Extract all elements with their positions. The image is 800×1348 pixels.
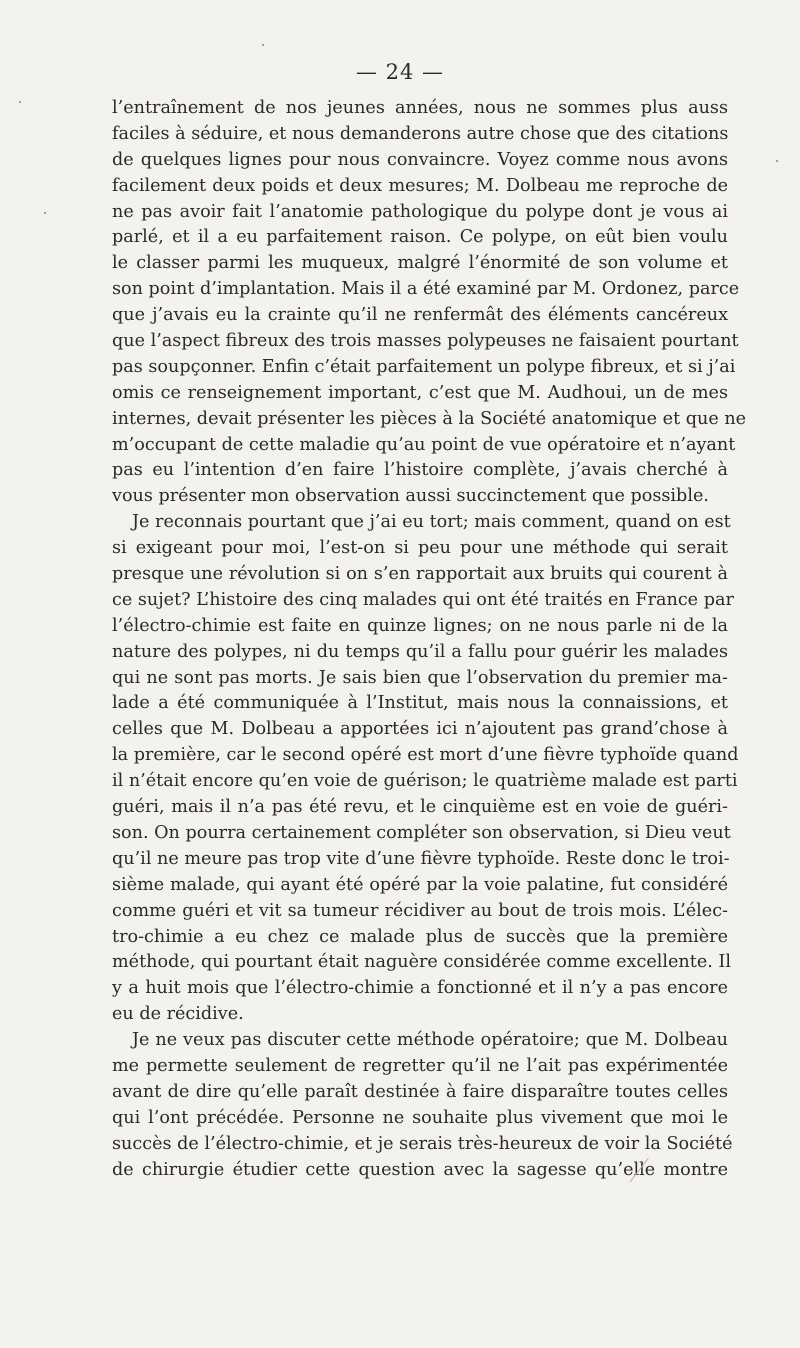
text-line: son. On pourra certainement compléter son observation, si Dieu veut xyxy=(112,822,731,843)
body-text xyxy=(112,96,747,1183)
text-line: vous présenter mon observation aussi succinctement que possible. xyxy=(112,486,709,507)
text-line: pas soupçonner. Enfin c’était parfaitement un polype fibreux, et si j’ai xyxy=(112,356,736,377)
text-line: ne pas avoir fait l’anatomie pathologique du polype dont je vous ai xyxy=(112,201,728,222)
text-line: pas eu l’intention d’en faire l’histoire complète, j’avais cherché à xyxy=(112,460,728,481)
text-line: si exigeant pour moi, l’est-on si peu pour une méthode qui serait xyxy=(112,538,728,559)
paper-speck xyxy=(19,101,21,103)
text-line: celles que M. Dolbeau a apportées ici n’ajoutent pas grand’chose à xyxy=(112,719,728,740)
text-line: me permette seulement de regretter qu’il ne l’ait pas expérimentée xyxy=(112,1055,728,1076)
paragraph-start: Je ne veux pas discuter cette méthode opératoire; que M. Dolbeau xyxy=(132,1030,728,1051)
text-line: nature des polypes, ni du temps qu’il a fallu pour guérir les malades xyxy=(112,641,728,662)
text-line: omis ce renseignement important, c’est que M. Audhoui, un de mes xyxy=(112,382,728,403)
text-line: l’électro-chimie est faite en quinze lignes; on ne nous parle ni de la xyxy=(112,615,728,636)
paper-speck xyxy=(262,44,264,46)
text-line: il n’était encore qu’en voie de guérison; le quatrième malade est parti xyxy=(112,771,738,792)
text-line: son point d’implantation. Mais il a été examiné par M. Ordonez, parce xyxy=(112,279,740,300)
text-line: que l’aspect fibreux des trois masses polypeuses ne faisaient pourtant xyxy=(112,331,739,352)
text-line: m’occupant de cette maladie qu’au point de vue opératoire et n’ayant xyxy=(112,434,736,455)
text-line: guéri, mais il n’a pas été revu, et le cinquième est en voie de guéri- xyxy=(112,797,728,818)
paragraph-start: Je reconnais pourtant que j’ai eu tort; mais comment, quand on est xyxy=(132,512,731,533)
text-line: méthode, qui pourtant était naguère considérée comme excellente. Il xyxy=(112,952,732,973)
text-line: lade a été communiquée à l’Institut, mais nous la connaissions, et xyxy=(112,693,728,714)
text-line: faciles à séduire, et nous demanderons autre chose que des citations xyxy=(112,123,729,144)
text-line: presque une révolution si on s’en rapportait aux bruits qui courent à xyxy=(112,564,728,585)
text-line: que j’avais eu la crainte qu’il ne renfermât des éléments cancéreux xyxy=(112,305,728,326)
text-line: de chirurgie étudier cette question avec la sagesse qu’elle montre xyxy=(112,1159,728,1180)
text-line: eu de récidive. xyxy=(112,1004,244,1025)
text-line: l’entraînement de nos jeunes années, nous ne sommes plus auss xyxy=(112,98,728,118)
text-line: ce sujet? L’histoire des cinq malades qui ont été traités en France par xyxy=(112,589,734,610)
text-line: comme guéri et vit sa tumeur récidiver au bout de trois mois. L’élec- xyxy=(112,900,728,921)
text-line: avant de dire qu’elle paraît destinée à faire disparaître toutes celles xyxy=(112,1081,728,1102)
paper-speck xyxy=(776,160,778,162)
text-line: tro-chimie a eu chez ce malade plus de succès que la première xyxy=(112,926,728,947)
text-line: qu’il ne meure pas trop vite d’une fièvre typhoïde. Reste donc le troi- xyxy=(112,848,730,869)
text-line: qui l’ont précédée. Personne ne souhaite plus vivement que moi le xyxy=(112,1107,728,1128)
text-line: le classer parmi les muqueux, malgré l’énormité de son volume et xyxy=(112,253,728,274)
page-number: — 24 — xyxy=(355,60,445,84)
text-line: de quelques lignes pour nous convaincre. Voyez comme nous avons xyxy=(112,149,728,170)
text-line: facilement deux poids et deux mesures; M. Dolbeau me reproche de xyxy=(112,175,728,196)
text-line: la première, car le second opéré est mort d’une fièvre typhoïde quand xyxy=(112,745,739,766)
paper-speck xyxy=(44,212,46,214)
text-line: parlé, et il a eu parfaitement raison. Ce polype, on eût bien voulu xyxy=(112,227,728,248)
text-line: succès de l’électro-chimie, et je serais très-heureux de voir la Société xyxy=(112,1133,733,1154)
text-line: qui ne sont pas morts. Je sais bien que l’observation du premier ma- xyxy=(112,667,728,688)
text-line: y a huit mois que l’électro-chimie a fonctionné et il n’y a pas encore xyxy=(112,978,728,999)
text-line: sième malade, qui ayant été opéré par la voie palatine, fut considéré xyxy=(112,874,728,895)
text-line: internes, devait présenter les pièces à la Société anatomique et que ne xyxy=(112,408,747,429)
